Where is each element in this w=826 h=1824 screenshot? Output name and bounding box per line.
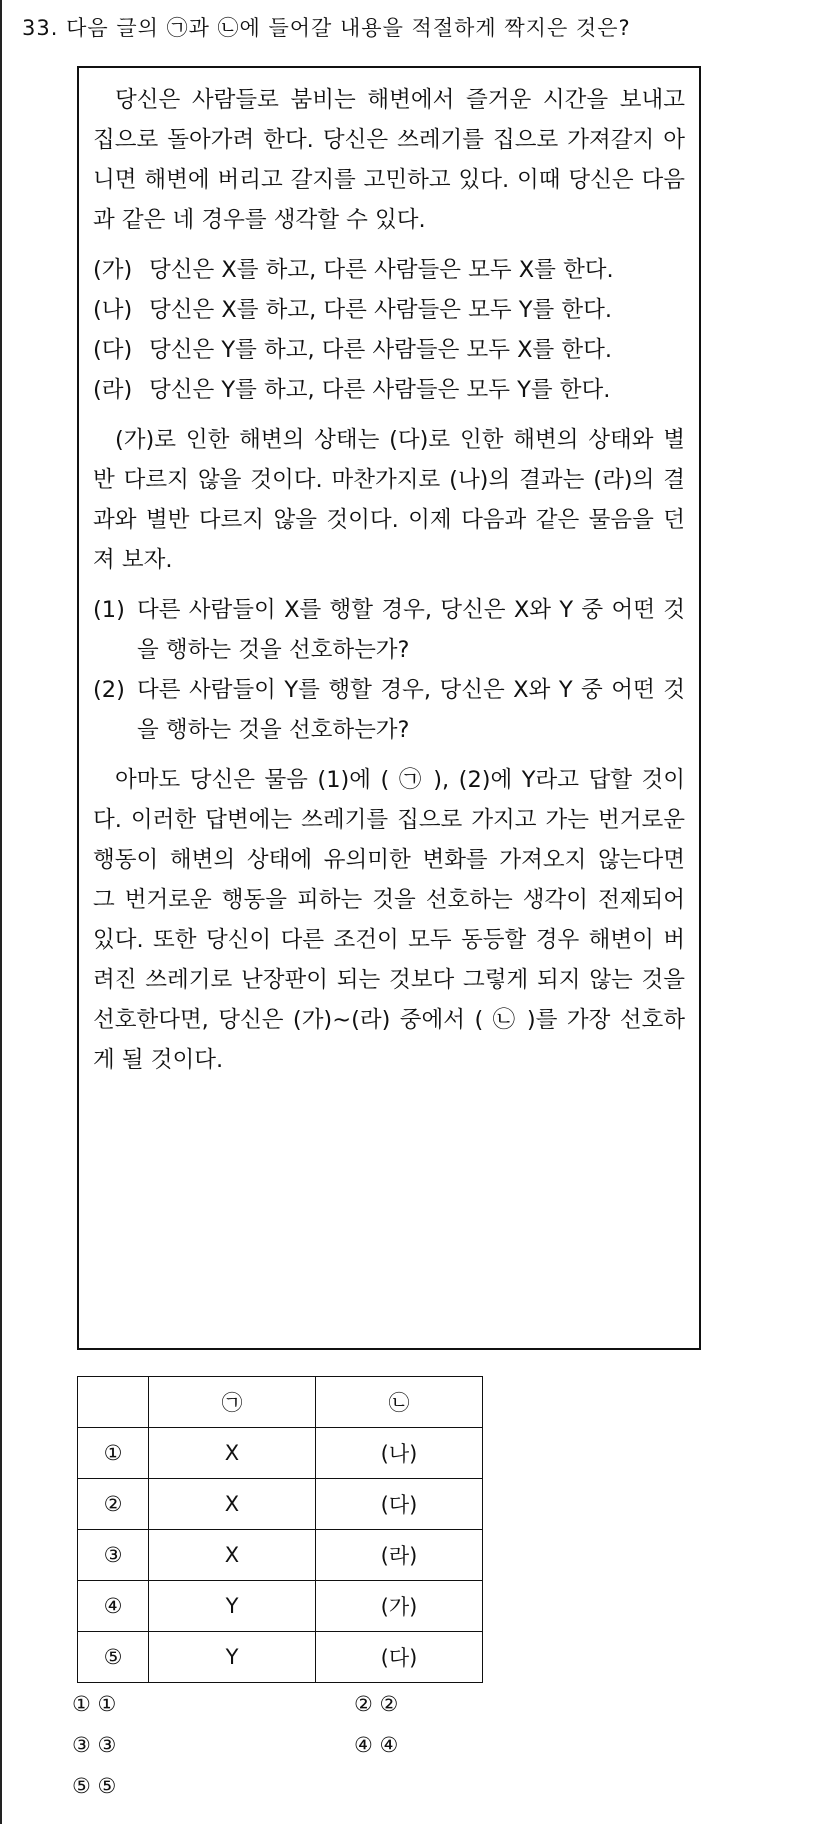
table-cell-b: (나) xyxy=(316,1428,483,1479)
case-label: (다) xyxy=(93,337,133,363)
case-item xyxy=(93,250,685,290)
choice-value: ⑤ xyxy=(97,1774,117,1798)
question-list xyxy=(93,590,685,750)
table-cell-a: Y xyxy=(149,1581,316,1632)
table-cell-a: X xyxy=(149,1428,316,1479)
answer-choice-1[interactable] xyxy=(72,1692,116,1716)
sub-question xyxy=(93,590,685,670)
sub-question-label: (2) xyxy=(93,677,125,703)
left-margin-rule xyxy=(0,0,2,1824)
table-row xyxy=(78,1479,483,1530)
case-label: (라) xyxy=(93,377,133,403)
answer-choice-3[interactable] xyxy=(72,1733,116,1757)
choice-value: ② xyxy=(379,1692,399,1716)
table-cell-num: ④ xyxy=(78,1581,149,1632)
sub-question-text: 다른 사람들이 X를 행할 경우, 당신은 X와 Y 중 어떤 것을 행하는 것을 선호하는가? xyxy=(137,597,685,663)
answer-choice-2[interactable] xyxy=(354,1692,398,1716)
choice-mark: ⑤ xyxy=(72,1774,91,1798)
case-text: 당신은 Y를 하고, 다른 사람들은 모두 X를 한다. xyxy=(149,337,613,363)
case-list xyxy=(93,250,685,410)
table-row xyxy=(78,1530,483,1581)
table-cell-b: (라) xyxy=(316,1530,483,1581)
case-label: (나) xyxy=(93,297,133,323)
passage-middle: (가)로 인한 해변의 상태는 (다)로 인한 해변의 상태와 별반 다르지 않을 것이다. 마찬가지로 (나)의 결과는 (라)의 결과와 별반 다르지 않을 것이다. 이제 다음과 같은 물음을 던져 보자. xyxy=(93,427,685,573)
table-header-row xyxy=(78,1377,483,1428)
case-item xyxy=(93,290,685,330)
choice-mark: ③ xyxy=(72,1733,91,1757)
table-header-cell xyxy=(78,1377,149,1428)
sub-question-label: (1) xyxy=(93,597,125,623)
sub-question-text: 다른 사람들이 Y를 행할 경우, 당신은 X와 Y 중 어떤 것을 행하는 것을 선호하는가? xyxy=(137,677,685,743)
table-cell-num: ② xyxy=(78,1479,149,1530)
table-cell-a: X xyxy=(149,1479,316,1530)
case-item xyxy=(93,330,685,370)
case-text: 당신은 X를 하고, 다른 사람들은 모두 X를 한다. xyxy=(149,257,614,283)
passage-intro: 당신은 사람들로 붐비는 해변에서 즐거운 시간을 보내고 집으로 돌아가려 한다. 당신은 쓰레기를 집으로 가져갈지 아니면 해변에 버리고 갈지를 고민하고 있다. 이때 당신은 다음과 같은 네 경우를 생각할 수 있다. xyxy=(93,87,685,233)
table-cell-b: (다) xyxy=(316,1632,483,1683)
choice-mark: ① xyxy=(72,1692,91,1716)
answer-table xyxy=(77,1376,483,1683)
case-label: (가) xyxy=(93,257,133,283)
table-cell-b: (가) xyxy=(316,1581,483,1632)
choice-mark: ④ xyxy=(354,1733,373,1757)
table-row xyxy=(78,1632,483,1683)
table-cell-a: Y xyxy=(149,1632,316,1683)
passage-box xyxy=(77,66,701,1350)
question-title: 33. 다음 글의 ㉠과 ㉡에 들어갈 내용을 적절하게 짝지은 것은? xyxy=(22,16,631,40)
table-cell-num: ⑤ xyxy=(78,1632,149,1683)
table-cell-num: ③ xyxy=(78,1530,149,1581)
table-row xyxy=(78,1581,483,1632)
answer-choice-5[interactable] xyxy=(72,1774,116,1798)
table-cell-a: X xyxy=(149,1530,316,1581)
choice-value: ④ xyxy=(379,1733,399,1757)
table-cell-num: ① xyxy=(78,1428,149,1479)
choice-mark: ② xyxy=(354,1692,373,1716)
sub-question xyxy=(93,670,685,750)
choice-value: ① xyxy=(97,1692,117,1716)
table-header-cell: ㉠ xyxy=(149,1377,316,1428)
passage-conclusion: 아마도 당신은 물음 (1)에 ( ㉠ ), (2)에 Y라고 답할 것이다. 이러한 답변에는 쓰레기를 집으로 가지고 가는 번거로운 행동이 해변의 상태에 유의미한 변화를 가져오지 않는다면 그 번거로운 행동을 피하는 것을 선호하는 생각이 전제되어 있다. 또한 당신이 다른 조건이 모두 동등할 경우 해변이 버려진 쓰레기로 난장판이 되는 것보다 그렇게 되지 않는 것을 선호한다면, 당신은 (가)~(라) 중에서 ( ㉡ )를 가장 선호하게 될 것이다. xyxy=(93,767,685,1073)
case-item xyxy=(93,370,685,410)
choice-value: ③ xyxy=(97,1733,117,1757)
table-row xyxy=(78,1428,483,1479)
case-text: 당신은 Y를 하고, 다른 사람들은 모두 Y를 한다. xyxy=(149,377,611,403)
table-header-cell: ㉡ xyxy=(316,1377,483,1428)
case-text: 당신은 X를 하고, 다른 사람들은 모두 Y를 한다. xyxy=(149,297,613,323)
table-cell-b: (다) xyxy=(316,1479,483,1530)
answer-choice-4[interactable] xyxy=(354,1733,398,1757)
